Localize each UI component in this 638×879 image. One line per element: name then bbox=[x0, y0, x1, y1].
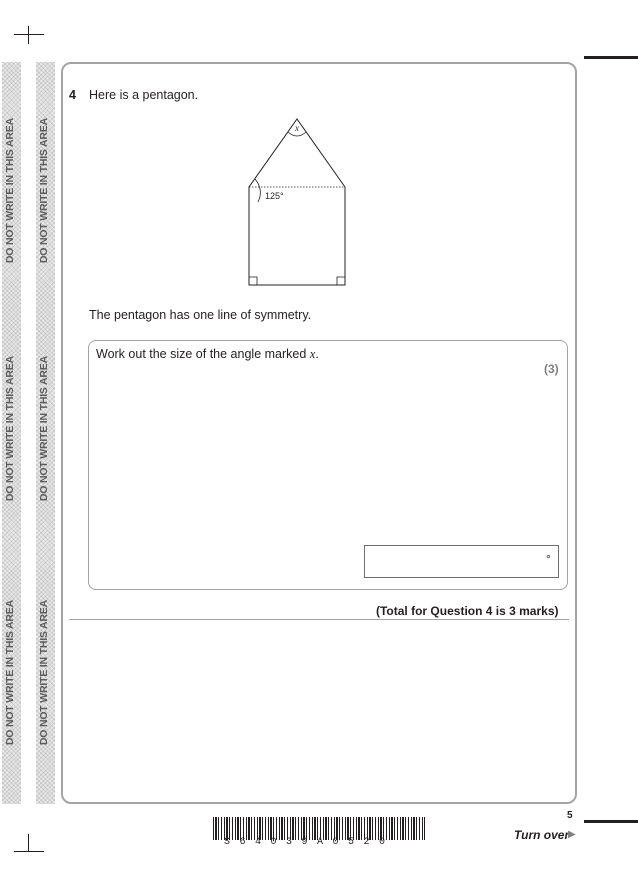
work-instruction bbox=[96, 347, 319, 362]
margin-warning-outer-bottom: DO NOT WRITE IN THIS AREA bbox=[4, 600, 16, 746]
page-number: 5 bbox=[567, 810, 573, 821]
margin-warning-outer-middle: DO NOT WRITE IN THIS AREA bbox=[4, 356, 16, 502]
divider bbox=[69, 619, 569, 620]
right-angle-left bbox=[249, 277, 257, 285]
pentagon-diagram bbox=[240, 112, 360, 292]
apex-label: x bbox=[295, 123, 299, 133]
turn-over-arrow-icon: ▶ bbox=[568, 829, 576, 840]
angle-label: 125° bbox=[265, 191, 284, 201]
work-instruction-variable: x bbox=[309, 347, 316, 361]
crop-mark-top-horizontal bbox=[14, 34, 44, 35]
question-number: 4 bbox=[69, 88, 76, 102]
margin-warning-inner-bottom: DO NOT WRITE IN THIS AREA bbox=[38, 600, 50, 746]
work-instruction-suffix: . bbox=[315, 347, 319, 361]
margin-warning-inner-middle: DO NOT WRITE IN THIS AREA bbox=[38, 356, 50, 502]
answer-field[interactable] bbox=[364, 545, 559, 578]
answer-unit: ° bbox=[546, 552, 551, 566]
edge-bar-bottom bbox=[584, 820, 638, 823]
crop-mark-bottom-horizontal bbox=[14, 851, 44, 852]
crop-mark-top-vertical bbox=[28, 26, 29, 44]
barcode-text: S64039A0520 bbox=[224, 837, 395, 848]
angle-125-arc bbox=[255, 179, 260, 202]
total-marks: (Total for Question 4 is 3 marks) bbox=[376, 604, 559, 618]
margin-warning-outer-top: DO NOT WRITE IN THIS AREA bbox=[4, 118, 16, 264]
crop-mark-bottom-vertical bbox=[28, 834, 29, 852]
question-text: Here is a pentagon. bbox=[89, 88, 199, 102]
pentagon-shape bbox=[249, 119, 345, 285]
turn-over-label: Turn over bbox=[514, 828, 570, 842]
symmetry-statement: The pentagon has one line of symmetry. bbox=[89, 308, 312, 322]
marks-label: (3) bbox=[544, 362, 559, 376]
work-instruction-prefix: Work out the size of the angle marked bbox=[96, 347, 310, 361]
right-angle-right bbox=[337, 277, 345, 285]
edge-bar-top bbox=[584, 56, 638, 59]
margin-warning-inner-top: DO NOT WRITE IN THIS AREA bbox=[38, 118, 50, 264]
